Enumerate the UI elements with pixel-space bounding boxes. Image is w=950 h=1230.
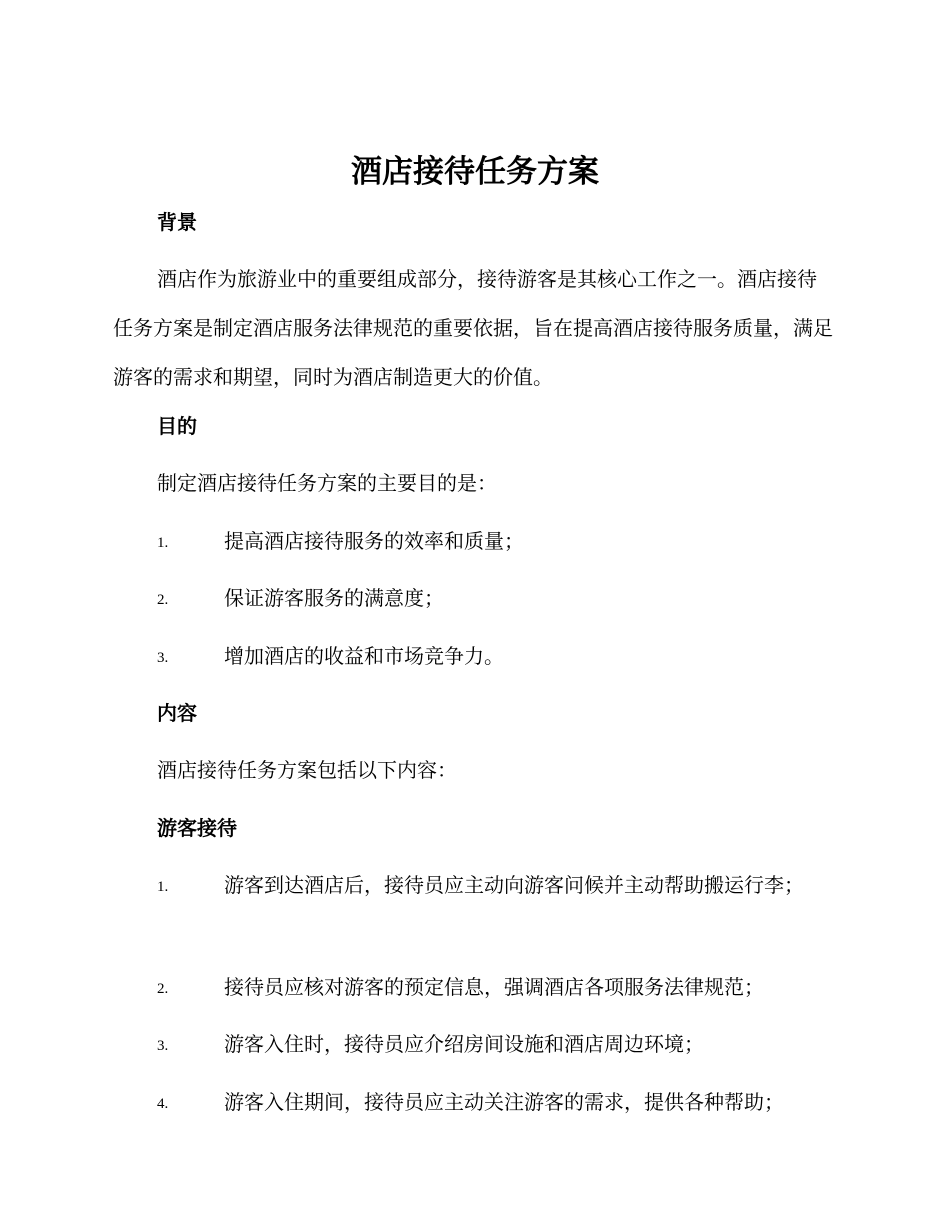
list-number: 2. — [157, 592, 169, 608]
list-text: 增加酒店的收益和市场竞争力。 — [224, 644, 504, 668]
list-text: 游客入住期间，接待员应主动关注游客的需求，提供各种帮助； — [224, 1090, 784, 1114]
section-heading-reception: 游客接待 — [157, 816, 237, 840]
reception-list-item — [113, 871, 833, 907]
section-heading-purpose: 目的 — [157, 414, 197, 438]
reception-list-item — [113, 973, 833, 1001]
purpose-list-item — [113, 642, 833, 670]
list-number: 1. — [157, 535, 169, 551]
reception-list-item — [113, 1030, 833, 1058]
purpose-list-item — [113, 527, 833, 555]
background-paragraph: 酒店作为旅游业中的重要组成部分，接待游客是其核心工作之一。酒店接待任务方案是制定酒店服务法律规范的重要依据，旨在提高酒店接待服务质量，满足游客的需求和期望，同时为酒店制造更大的价值。 — [113, 267, 833, 389]
list-text: 游客入住时，接待员应介绍房间设施和酒店周边环境； — [224, 1032, 704, 1056]
content-intro: 酒店接待任务方案包括以下内容： — [157, 758, 457, 782]
list-text: 提高酒店接待服务的效率和质量； — [224, 529, 524, 553]
purpose-list-item — [113, 584, 833, 612]
section-heading-background: 背景 — [157, 210, 197, 234]
purpose-intro: 制定酒店接待任务方案的主要目的是： — [157, 471, 497, 495]
section-heading-content: 内容 — [157, 701, 197, 725]
list-text: 接待员应核对游客的预定信息，强调酒店各项服务法律规范； — [224, 975, 764, 999]
list-number: 3. — [157, 1038, 169, 1054]
list-number: 1. — [157, 879, 169, 895]
list-text: 游客到达酒店后，接待员应主动向游客问候并主动帮助搬运行李； — [224, 873, 804, 897]
list-number: 3. — [157, 650, 169, 666]
list-number: 2. — [157, 981, 169, 997]
list-text: 保证游客服务的满意度； — [224, 586, 444, 610]
reception-list-item — [113, 1088, 833, 1116]
list-number: 4. — [157, 1096, 169, 1112]
document-title: 酒店接待任务方案 — [351, 154, 599, 190]
